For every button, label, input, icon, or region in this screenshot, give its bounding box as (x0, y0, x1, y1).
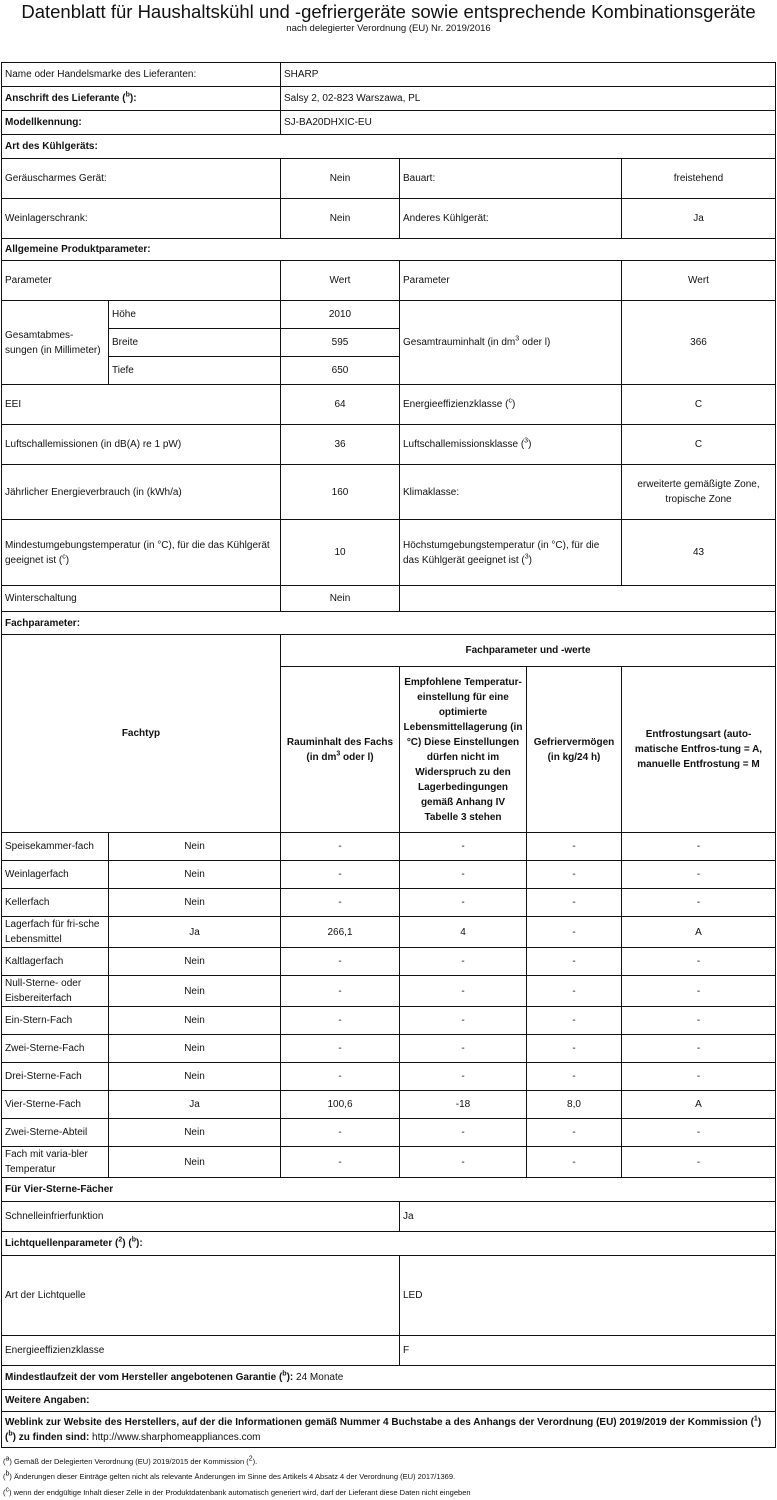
compartment-temp: - (400, 1063, 527, 1091)
height-value: 2010 (281, 301, 400, 329)
warranty-value: 24 Monate (293, 1372, 344, 1383)
compartment-row (2, 1091, 776, 1119)
compartment-temp: -18 (400, 1091, 527, 1119)
compartment-name: Ein-Stern-Fach (2, 1007, 109, 1035)
footnote: ($^b$) Änderungen dieser Einträge gelten nicht als relevante Änderungen im Sinne des Artikels 4 Absatz 4 der Verordnung (EU) 2017/1369. (3, 1470, 456, 1481)
compartment-temp: - (400, 889, 527, 917)
compartment-present: Ja (109, 917, 281, 948)
compartment-present: Nein (109, 1063, 281, 1091)
compartment-freeze: - (527, 861, 622, 889)
param-header-right: Parameter (400, 261, 622, 301)
weblink-row (2, 1412, 776, 1448)
compartment-present: Nein (109, 1007, 281, 1035)
compartment-temp: - (400, 861, 527, 889)
compartment-temp: - (400, 1119, 527, 1147)
light-class-value: F (400, 1336, 776, 1366)
compartment-temp: - (400, 1007, 527, 1035)
compartment-name: Kaltlagerfach (2, 948, 109, 976)
compartment-name: Speisekammer-fach (2, 833, 109, 861)
compartment-temp-header: Empfohlene Temperatur-einstellung für eine optimierte Lebensmittellagerung (in °C) Diese Einstellungen dürfen nicht im Widerspruch zu den Lagerbedingungen gemäß Anhang IV Tabelle 3 stehen (400, 667, 527, 833)
page-title: Datenblatt für Haushaltskühl und -gefriergeräte sowie entsprechende Kombinationsgeräte (21, 1, 756, 22)
weblink-url[interactable]: http://www.sharphomeappliances.com (89, 1431, 261, 1443)
warranty-label: Mindestlaufzeit der vom Hersteller angebotenen Garantie ($^b$): (5, 1370, 294, 1383)
compartment-volume: - (281, 1119, 400, 1147)
compartment-present: Nein (109, 976, 281, 1007)
compartment-present: Nein (109, 1035, 281, 1063)
compartment-freeze-header: Gefriervermögen (in kg/24 h) (527, 667, 622, 833)
compartment-row (2, 889, 776, 917)
compartment-row (2, 1035, 776, 1063)
compartment-row (2, 948, 776, 976)
compartment-freeze: - (527, 1063, 622, 1091)
compartment-params-header: Fachparameter und -werte (281, 635, 776, 667)
compartment-present: Ja (109, 1091, 281, 1119)
page-subtitle: nach delegierter Verordnung (EU) Nr. 2019/2016 (286, 23, 491, 34)
compartment-temp: - (400, 976, 527, 1007)
winter-empty (400, 586, 776, 612)
depth-value: 650 (281, 357, 400, 385)
compartment-freeze: 8,0 (527, 1091, 622, 1119)
energy-class-value: C (622, 385, 776, 425)
compartment-name: Null-Sterne- oder Eisbereiterfach (2, 976, 109, 1007)
footnote: ($^c$) wenn der endgültige Inhalt dieser Zelle in der Produktdatenbank automatisch generiert wird, darf der Lieferant diese Daten nicht eingeben (3, 1486, 471, 1497)
winter-label: Winterschaltung (2, 586, 281, 612)
noise-label: Luftschallemissionen (in dB(A) re 1 pW) (2, 425, 281, 465)
low-noise-label: Geräuscharmes Gerät: (2, 159, 281, 199)
width-value: 595 (281, 329, 400, 357)
volume-value: 366 (622, 301, 776, 385)
energy-consumption-label: Jährlicher Energieverbrauch (in (kWh/a) (2, 465, 281, 520)
compartment-row (2, 917, 776, 948)
param-header-left: Parameter (2, 261, 281, 301)
compartment-defrost: - (622, 976, 776, 1007)
compartment-freeze: - (527, 1147, 622, 1178)
compartment-present: Nein (109, 861, 281, 889)
compartment-type-header: Fachtyp (2, 635, 281, 833)
model-label: Modellkennung: (2, 111, 281, 135)
quick-freeze-value: Ja (400, 1202, 776, 1232)
compartment-defrost: - (622, 833, 776, 861)
compartment-row (2, 833, 776, 861)
value-header-left: Wert (281, 261, 400, 301)
compartment-volume: - (281, 976, 400, 1007)
compartment-defrost-header: Entfrostungsart (auto-matische Entfros-tung = A, manuelle Entfrostung = M (622, 667, 776, 833)
noise-value: 36 (281, 425, 400, 465)
light-type-label: Art der Lichtquelle (2, 1256, 400, 1336)
compartment-defrost: - (622, 889, 776, 917)
compartment-volume-header: Rauminhalt des Fachs (in $dm^3$ oder l) (281, 667, 400, 833)
max-temp-value: 43 (622, 520, 776, 586)
max-temp-label: Höchstumgebungstemperatur (in °C), für die das Kühlgerät geeignet ist ($^3$) (400, 520, 622, 586)
compartment-name: Weinlagerfach (2, 861, 109, 889)
min-temp-label: Mindestumgebungstemperatur (in °C), für die das Kühlgerät geeignet ist ($^c$) (2, 520, 281, 586)
compartment-defrost: A (622, 1091, 776, 1119)
compartment-volume: - (281, 861, 400, 889)
low-noise-value: Nein (281, 159, 400, 199)
compartment-freeze: - (527, 1035, 622, 1063)
winter-value: Nein (281, 586, 400, 612)
compartment-name: Drei-Sterne-Fach (2, 1063, 109, 1091)
compartment-row (2, 1063, 776, 1091)
supplier-name-label: Name oder Handelsmarke des Lieferanten: (2, 63, 281, 87)
compartment-temp: - (400, 1147, 527, 1178)
compartment-row (2, 861, 776, 889)
compartment-freeze: - (527, 1007, 622, 1035)
climate-class-value: erweiterte gemäßigte Zone, tropische Zone (622, 465, 776, 520)
compartment-present: Nein (109, 833, 281, 861)
compartment-rows (2, 833, 776, 1178)
compartment-present: Nein (109, 889, 281, 917)
four-star-heading: Für Vier-Sterne-Fächer (2, 1178, 776, 1202)
compartment-freeze: - (527, 976, 622, 1007)
compartment-volume: - (281, 1147, 400, 1178)
light-heading: Lichtquellenparameter ($^2$) ($^b$): (2, 1232, 776, 1256)
design-value: freistehend (622, 159, 776, 199)
model-value: SJ-BA20DHXIC-EU (281, 111, 776, 135)
energy-class-label: Energieeffizienzklasse ($^c$) (400, 385, 622, 425)
compartment-name: Lagerfach für fri-sche Lebensmittel (2, 917, 109, 948)
compartment-name: Zwei-Sterne-Fach (2, 1035, 109, 1063)
compartment-volume: - (281, 833, 400, 861)
compartment-row (2, 976, 776, 1007)
compartment-row (2, 1007, 776, 1035)
supplier-address-value: Salsy 2, 02-823 Warszawa, PL (281, 87, 776, 111)
compartment-defrost: - (622, 1119, 776, 1147)
other-appliance-label: Anderes Kühlgerät: (400, 199, 622, 239)
compartment-freeze: - (527, 889, 622, 917)
compartment-volume: - (281, 889, 400, 917)
compartment-defrost: - (622, 1063, 776, 1091)
noise-class-value: C (622, 425, 776, 465)
compartment-volume: - (281, 948, 400, 976)
compartment-volume: 100,6 (281, 1091, 400, 1119)
wine-cabinet-value: Nein (281, 199, 400, 239)
datasheet-table (1, 62, 776, 1448)
compartment-freeze: - (527, 1119, 622, 1147)
general-heading: Allgemeine Produktparameter: (2, 239, 776, 261)
climate-class-label: Klimaklasse: (400, 465, 622, 520)
compartments-heading: Fachparameter: (2, 612, 776, 635)
energy-consumption-value: 160 (281, 465, 400, 520)
quick-freeze-label: Schnelleinfrierfunktion (2, 1202, 400, 1232)
compartment-temp: - (400, 833, 527, 861)
light-class-label: Energieeffizienzklasse (2, 1336, 400, 1366)
volume-label: Gesamtrauminhalt (in $dm^3$ oder l) (400, 301, 622, 385)
wine-cabinet-label: Weinlagerschrank: (2, 199, 281, 239)
min-temp-value: 10 (281, 520, 400, 586)
compartment-present: Nein (109, 1147, 281, 1178)
warranty-row (2, 1366, 776, 1390)
design-label: Bauart: (400, 159, 622, 199)
compartment-volume: - (281, 1007, 400, 1035)
value-header-right: Wert (622, 261, 776, 301)
height-label: Höhe (109, 301, 281, 329)
noise-class-label: Luftschallemissionsklasse ($^3$) (400, 425, 622, 465)
compartment-defrost: - (622, 1007, 776, 1035)
other-appliance-value: Ja (622, 199, 776, 239)
compartment-defrost: A (622, 917, 776, 948)
compartment-freeze: - (527, 917, 622, 948)
compartment-temp: - (400, 948, 527, 976)
compartment-present: Nein (109, 1119, 281, 1147)
footnote: ($^a$) Gemäß der Delegierten Verordnung (EU) 2019/2015 der Kommission ($^2$). (3, 1455, 258, 1466)
supplier-name-value: SHARP (281, 63, 776, 87)
compartment-name: Fach mit varia-bler Temperatur (2, 1147, 109, 1178)
weblink-label: Weblink zur Website des Herstellers, auf der die Informationen gemäß Nummer 4 Buchstabe a des Anhangs der Verordnung (EU) 2019/2019 der Kommission ($^1$) ($^b$) zu finden sind: (5, 1415, 762, 1443)
appliance-type-heading: Art des Kühlgeräts: (2, 135, 776, 159)
dimensions-label: Gesamtabmes-sungen (in Millimeter) (2, 301, 109, 385)
compartment-temp: 4 (400, 917, 527, 948)
compartment-temp: - (400, 1035, 527, 1063)
compartment-volume: - (281, 1035, 400, 1063)
light-type-value: LED (400, 1256, 776, 1336)
compartment-name: Vier-Sterne-Fach (2, 1091, 109, 1119)
compartment-name: Kellerfach (2, 889, 109, 917)
further-heading: Weitere Angaben: (2, 1390, 776, 1412)
compartment-defrost: - (622, 948, 776, 976)
eei-label: EEI (2, 385, 281, 425)
eei-value: 64 (281, 385, 400, 425)
depth-label: Tiefe (109, 357, 281, 385)
compartment-freeze: - (527, 833, 622, 861)
compartment-defrost: - (622, 1035, 776, 1063)
compartment-defrost: - (622, 861, 776, 889)
compartment-name: Zwei-Sterne-Abteil (2, 1119, 109, 1147)
supplier-address-label: Anschrift des Lieferante ($^b$): (2, 87, 281, 111)
compartment-volume: - (281, 1063, 400, 1091)
compartment-present: Nein (109, 948, 281, 976)
compartment-defrost: - (622, 1147, 776, 1178)
width-label: Breite (109, 329, 281, 357)
compartment-row (2, 1119, 776, 1147)
compartment-freeze: - (527, 948, 622, 976)
compartment-row (2, 1147, 776, 1178)
compartment-volume: 266,1 (281, 917, 400, 948)
